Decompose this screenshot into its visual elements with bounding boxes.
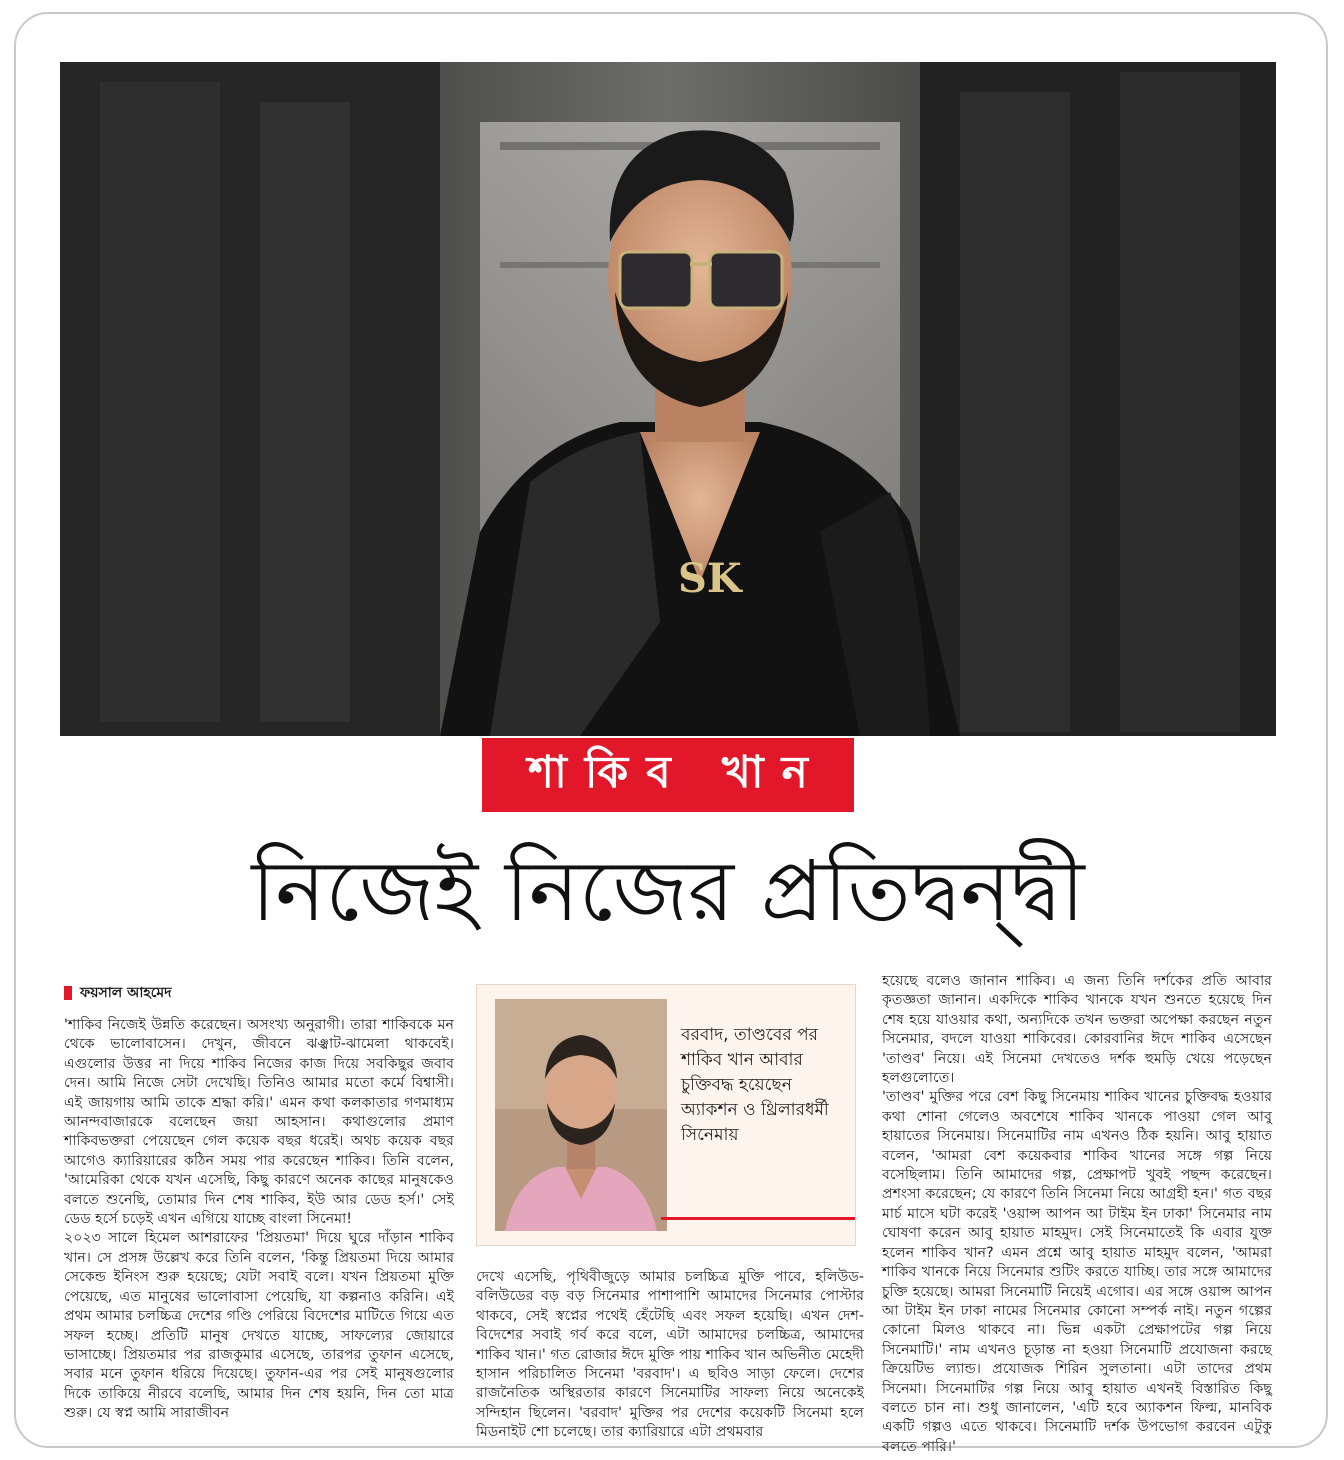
byline-author: ফয়সাল আহমেদ [80, 985, 172, 1001]
inset-photo [495, 999, 667, 1231]
inset-quote: বরবাদ, তাণ্ডবের পর শাকিব খান আবার চুক্তিবদ্ধ হয়েছেন অ্যাকশন ও থ্রিলারধর্মী সিনেমায় [681, 1025, 829, 1145]
inset-rule [661, 1217, 855, 1220]
article-column-2 [476, 1268, 864, 1443]
headline: নিজেই নিজের প্রতিদ্বন্দ্বী [251, 842, 1085, 940]
paragraph: দেখে এসেছি, পৃথিবীজুড়ে আমার চলচ্চিত্র মুক্তি পাবে, হলিউড-বলিউডের বড় বড় সিনেমার পাশাপাশি আমাদের সিনেমার পোস্টার থাকবে, সেই স্বপ্নের পথেই হেঁটেছি এবং সফল হয়েছি। এখন দেশ-বিদেশের সবাই গর্ব করে বলে, এটা আমাদের চলচ্চিত্র, আমাদের শাকিব খান।' গত রোজার ঈদে মুক্তি পায় শাকিব খান অভিনীত মেহেদী হাসান পরিচালিত সিনেমা 'বরবাদ'। এ ছবিও সাড়া ফেলে। দেশের রাজনৈতিক অস্থিরতার কারণে সিনেমাটির সাফল্য নিয়ে অনেকেই সন্দিহান ছিলেন। 'বরবাদ' মুক্তির পর দেশের কয়েকটি সিনেমা হলে মিডনাইট শো চলেছে। তার ক্যারিয়ারে এটা প্রথমবার [476, 1269, 864, 1441]
byline [64, 982, 172, 1004]
article-column-1 [64, 1016, 454, 1424]
brooch-text: SK [678, 555, 742, 602]
article-column-3 [882, 972, 1272, 1457]
byline-marker [64, 986, 72, 1000]
paragraph: 'তাণ্ডব' মুক্তির পরে বেশ কিছু সিনেমায় শাকিব খানের চুক্তিবদ্ধ হওয়ার কথা শোনা গেলেও অবশেষে শাকিব খানকে পাওয়া গেল আবু হায়াতের সিনেমায়। সিনেমাটির নাম এখনও ঠিক হয়নি। আবু হায়াত বলেন, 'আমরা বেশ কয়েকবার শাকিব খানের সঙ্গে গল্প নিয়ে বসেছিলাম। তিনি আমাদের গল্প, প্রেক্ষাপট খুবই পছন্দ করেছেন। প্রশংসা করেছেন; যে কারণে তিনি সিনেমা নিয়ে আগ্রহী হন।' গত বছর মার্চ মাসে ঘটা করেই 'ওয়ান্স আপন আ টাইম ইন ঢাকা' সিনেমার নাম ঘোষণা করেন আবু হায়াত মাহমুদ। সেই সিনেমাতেই কি এবার যুক্ত হলেন শাকিব খান? এমন প্রশ্নে আবু হায়াত মাহমুদ বলেন, 'আমরা শাকিব খানকে নিয়ে সিনেমার শুটিং করতে যাচ্ছি। তার সঙ্গে আমাদের চুক্তি হয়েছে। আমরা সিনেমাটি নিয়েই এগোব। এর সঙ্গে ওয়ান্স আপন আ টাইম ইন ঢাকা নামের সিনেমার কোনো সম্পর্ক নাই। নতুন গল্পের কোনো মিলও থাকবে না। ভিন্ন একটা প্রেক্ষাপটের গল্প নিয়ে সিনেমাটি।' নাম এখনও চূড়ান্ত না হওয়া সিনেমাটি প্রযোজনা করছে ক্রিয়েটিভ ল্যান্ড। প্রযোজক শিরিন সুলতানা। এটা তাদের প্রথম সিনেমা। সিনেমাটির গল্প নিয়ে আবু হায়াত এখনই বিস্তারিত কিছু বলতে চান না। শুধু জানালেন, 'এটি হবে অ্যাকশন ফিল্ম, মানবিক একটি গল্পও এতে থাকবে। সিনেমাটি দর্শক উপভোগ করবেন এটুকু বলতে পারি।' [882, 1089, 1272, 1455]
paragraph: ২০২৩ সালে হিমেল আশরাফের 'প্রিয়তমা' দিয়ে ঘুরে দাঁড়ান শাকিব খান। সে প্রসঙ্গ উল্লেখ করে তিনি বলেন, 'কিন্তু প্রিয়তমা দিয়ে আমার সেকেন্ড ইনিংস শুরু হয়েছে; যেটা সবাই বলে। যখন প্রিয়তমা মুক্তি পেয়েছে, এত মানুষের ভালোবাসা পেয়েছি, যা কল্পনাও করিনি। এই প্রথম আমার চলচ্চিত্র দেশের গণ্ডি পেরিয়ে বিদেশের মাটিতে গিয়ে এত সফল হচ্ছে। প্রতিটি মানুষ দেখতে যাচ্ছে, সাফল্যের জোয়ারে ভাসাচ্ছে। প্রিয়তমার পর রাজকুমার এসেছে, তারপর তুফান এসেছে, সবার মনে তুফান ধরিয়ে দিয়েছে। তুফান-এর পর সেই মানুষগুলোর দিকে তাকিয়ে নীরবে বলেছি, আমার দিন শেষ হয়নি, দিন তো মাত্র শুরু। যে স্বপ্ন আমি সারাজীবন [64, 1230, 454, 1422]
paragraph: হয়েছে বলেও জানান শাকিব। এ জন্য তিনি দর্শকের প্রতি আবার কৃতজ্ঞতা জানান। একদিকে শাকিব খানকে যখন শুনতে হয়েছে দিন শেষ হয়ে যাওয়ার কথা, অন্যদিকে তখন ভক্তরা অপেক্ষা করছেন নতুন সিনেমার, বদলে যাওয়া শাকিবের। কোরবানির ঈদে শাকিব এসেছেন 'তাণ্ডব' নিয়ে। এই সিনেমা দেখতেও দর্শক হুমড়ি খেয়ে পড়েছেন হলগুলোতে। [882, 973, 1272, 1087]
inset-box [476, 984, 856, 1246]
section-label: শাকিব খান [482, 738, 854, 812]
paragraph: 'শাকিব নিজেই উন্নতি করেছেন। অসংখ্য অনুরাগী। তারা শাকিবকে মন থেকে ভালোবাসেন। দেখুন, জীবনে ঝঞ্ঝাট-ঝামেলা থাকবেই। এগুলোর উত্তর না দিয়ে শাকিব নিজের কাজ দিয়ে সবকিছুর জবাব দেন। আমি নিজে সেটা দেখেছি। তিনিও আমার মতো কর্মে বিশ্বাসী। এই জায়গায় আমি তাকে শ্রদ্ধা করি।' এমন কথা কলকাতার গণমাধ্যম আনন্দবাজারকে বলেছেন জয়া আহসান। কথাগুলোর প্রমাণ শাকিবভক্তরা পেয়েছেন গেল কয়েক বছর ধরেই। অথচ কয়েক বছর আগেও ক্যারিয়ারের কঠিন সময় পার করেছেন শাকিব। তিনি বলেন, 'আমেরিকা থেকে যখন এসেছি, কিছু কারণে অনেক কাছের মানুষকেও বলতে শুনেছি, তোমার দিন শেষ শাকিব, ইউ আর ডেড হর্স।' সেই ডেড হর্সে চড়েই এখন এগিয়ে যাচ্ছে বাংলা সিনেমা! [64, 1017, 454, 1228]
hero-photo [60, 62, 1276, 736]
